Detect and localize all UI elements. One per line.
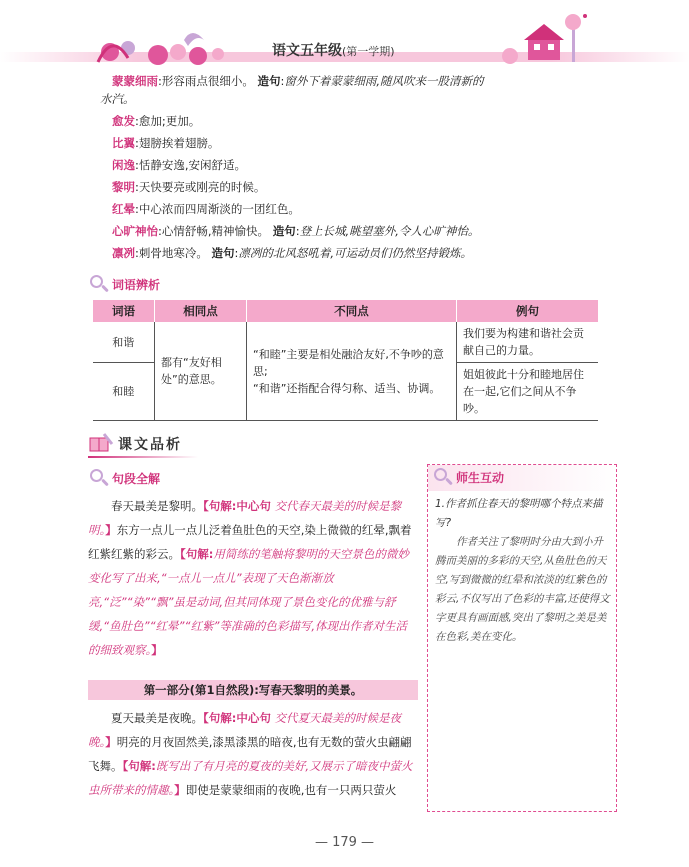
text-segment: 夏天最美是夜晚。 [111, 711, 203, 725]
vocab-definition: 形容雨点很细小。 [161, 74, 254, 88]
hudong-heading [432, 467, 504, 487]
vocab-item: 凛冽:刺骨地寒冷。 造句:凛冽的北风怒吼着,可运动员们仍然坚持锻炼。 [112, 246, 473, 260]
vocab-item: 红晕:中心浓而四周渐淡的一团红色。 [112, 202, 300, 216]
kewen-title: 课文品析 [118, 437, 182, 453]
hudong-answer: 作者关注了黎明时分由大到小升腾而美丽的多彩的天空,从鱼肚色的天空,写到微微的红晕和浓淡的红紫色的彩云,不仅写出了色彩的丰富,还使得文字更具有画面感,突出了黎明之美是美在色彩,美在变化。 [435, 536, 610, 643]
note-tag: 【句解:中心句 [203, 711, 271, 725]
column-header: 例句 [457, 300, 599, 322]
vocab-definition: 刺骨地寒冷。 [138, 246, 208, 260]
vocab-item: 心旷神怡:心情舒畅,精神愉快。 造句:登上长城,眺望塞外,令人心旷神怡。 [112, 224, 480, 238]
table-example: 姐姐彼此十分和睦地居住在一起,它们之间从不争吵。 [457, 363, 599, 421]
note-text: 既写出了有月亮的夏夜的美好,又展示了暗夜中萤火虫所带来的情趣。 [88, 759, 413, 797]
table-diff [247, 322, 457, 421]
note-tag-close: 】 [105, 523, 117, 537]
paragraph [88, 494, 418, 662]
note-tag: 【句解: [180, 547, 214, 561]
word-comparison-table [92, 300, 598, 421]
vocab-definition: 中心浓而四周渐淡的一团红色。 [138, 202, 300, 216]
vocab-sentence: 登上长城,眺望塞外,令人心旷神怡。 [299, 224, 480, 238]
vocab-definition: 天快要亮或刚亮的时候。 [138, 180, 266, 194]
vocab-item: 闲逸:恬静安逸,安闲舒适。 [112, 158, 247, 172]
text-segment: 即使是蒙蒙细雨的夜晚,也有一只两只萤火 [185, 783, 397, 797]
vocab-sentence: 窗外下着蒙蒙细雨,随风吹来一股清新的 [284, 74, 484, 88]
part-summary-bar: 第一部分(第1自然段):写春天黎明的美景。 [88, 680, 418, 700]
left-decoration-icon [88, 22, 238, 68]
page-number: — 179 — [314, 835, 375, 850]
hudong-question: 1.作者抓住春天的黎明哪个特点来描写? [435, 498, 603, 529]
vocab-item: 比翼:翅膀挨着翅膀。 [112, 136, 220, 150]
vocab-term: 黎明 [112, 180, 135, 194]
magnifier-icon [432, 467, 454, 487]
magnifier-icon [88, 468, 110, 488]
table-header-row [93, 300, 599, 322]
vocab-definition: 愈加;更加。 [138, 114, 201, 128]
note-text: 交代夏天最美的时候是夜晚。 [88, 711, 402, 749]
table-same: 都有“友好相处”的意思。 [155, 322, 247, 421]
vocab-sentence-continued: 水汽。 [100, 92, 135, 106]
column-header: 相同点 [155, 300, 247, 322]
vocab-term: 比翼 [112, 136, 135, 150]
text-segment: 春天最美是黎明。 [111, 499, 203, 513]
page-header [0, 0, 689, 72]
analysis-paragraph-1 [88, 494, 418, 662]
vocab-item: 愈发:愈加;更加。 [112, 114, 201, 128]
vocab-item: 蒙蒙细雨:形容雨点很细小。 造句:窗外下着蒙蒙细雨,随风吹来一股清新的 水汽。 [100, 74, 484, 106]
vocab-term: 凛冽 [112, 246, 135, 260]
book-pencil-icon [88, 432, 114, 454]
vocab-term: 愈发 [112, 114, 135, 128]
teacher-student-box [427, 464, 617, 812]
note-tag: 【句解:中心句 [203, 499, 271, 513]
note-tag-close: 】 [151, 643, 163, 657]
kewen-underline [88, 456, 198, 458]
note-tag-close: 】 [174, 783, 186, 797]
vocab-term: 心旷神怡 [112, 224, 158, 238]
vocab-term: 红晕 [112, 202, 135, 216]
magnifier-icon [88, 274, 110, 294]
header-title [272, 40, 395, 60]
column-header: 词语 [93, 300, 155, 322]
note-tag: 【句解: [122, 759, 156, 773]
vocab-item: 黎明:天快要亮或刚亮的时候。 [112, 180, 266, 194]
juduan-heading-text: 句段全解 [112, 471, 161, 486]
hudong-content [435, 495, 611, 647]
paragraph [88, 706, 418, 802]
vocab-sentence: 凛冽的北风怒吼着,可运动员们仍然坚持锻炼。 [238, 246, 473, 260]
book-title: 语文五年级 [272, 43, 342, 59]
sentence-label: 造句 [257, 74, 281, 88]
kewen-heading [88, 432, 182, 454]
vocab-definition: 恬静安逸,安闲舒适。 [138, 158, 247, 172]
sentence-label: 造句 [211, 246, 235, 260]
vocab-term: 闲逸 [112, 158, 135, 172]
table-row [93, 322, 599, 363]
vocabulary-list [100, 72, 620, 266]
note-text: 用简练的笔触将黎明的天空景色的微妙变化写了出来,“一点儿一点儿”表现了天色渐渐放亮,“泛”“染”“飘”虽是动词,但其同体现了景色变化的优雅与舒缓,“鱼肚色”“红晕”“红紫”等准确的色彩描写,体现出作者对生活的细致观察。 [88, 547, 409, 657]
juduan-heading [88, 468, 160, 488]
note-tag-close: 】 [105, 735, 117, 749]
diff-text-2: “和谐”还指配合得匀称、适当、协调。 [253, 381, 441, 395]
ciyu-heading [88, 274, 160, 294]
text-segment: 明亮的月夜固然美,漆黑漆黑的暗夜,也有无数的萤火虫翩翩飞舞。 [88, 735, 412, 773]
ciyu-heading-text: 词语辨析 [112, 277, 161, 292]
table-word: 和睦 [93, 363, 155, 421]
note-text: 交代春天最美的时候是黎明。 [88, 499, 402, 537]
vocab-term: 蒙蒙细雨 [112, 74, 158, 88]
sentence-label: 造句 [272, 224, 296, 238]
column-header: 不同点 [247, 300, 457, 322]
table-example: 我们要为构建和谐社会贡献自己的力量。 [457, 322, 599, 363]
text-segment: 东方一点儿一点儿泛着鱼肚色的天空,染上微微的红晕,飘着红紫红紫的彩云。 [88, 523, 412, 561]
house-tree-decoration-icon [500, 12, 592, 68]
analysis-paragraph-2 [88, 706, 418, 802]
hudong-heading-text: 师生互动 [456, 470, 505, 485]
vocab-definition: 翅膀挨着翅膀。 [138, 136, 220, 150]
table-word: 和谐 [93, 322, 155, 363]
vocab-definition: 心情舒畅,精神愉快。 [161, 224, 270, 238]
book-subtitle: (第一学期) [342, 45, 395, 58]
diff-text-1: “和睦”主要是相处融洽友好,不争吵的意思; [253, 347, 444, 378]
